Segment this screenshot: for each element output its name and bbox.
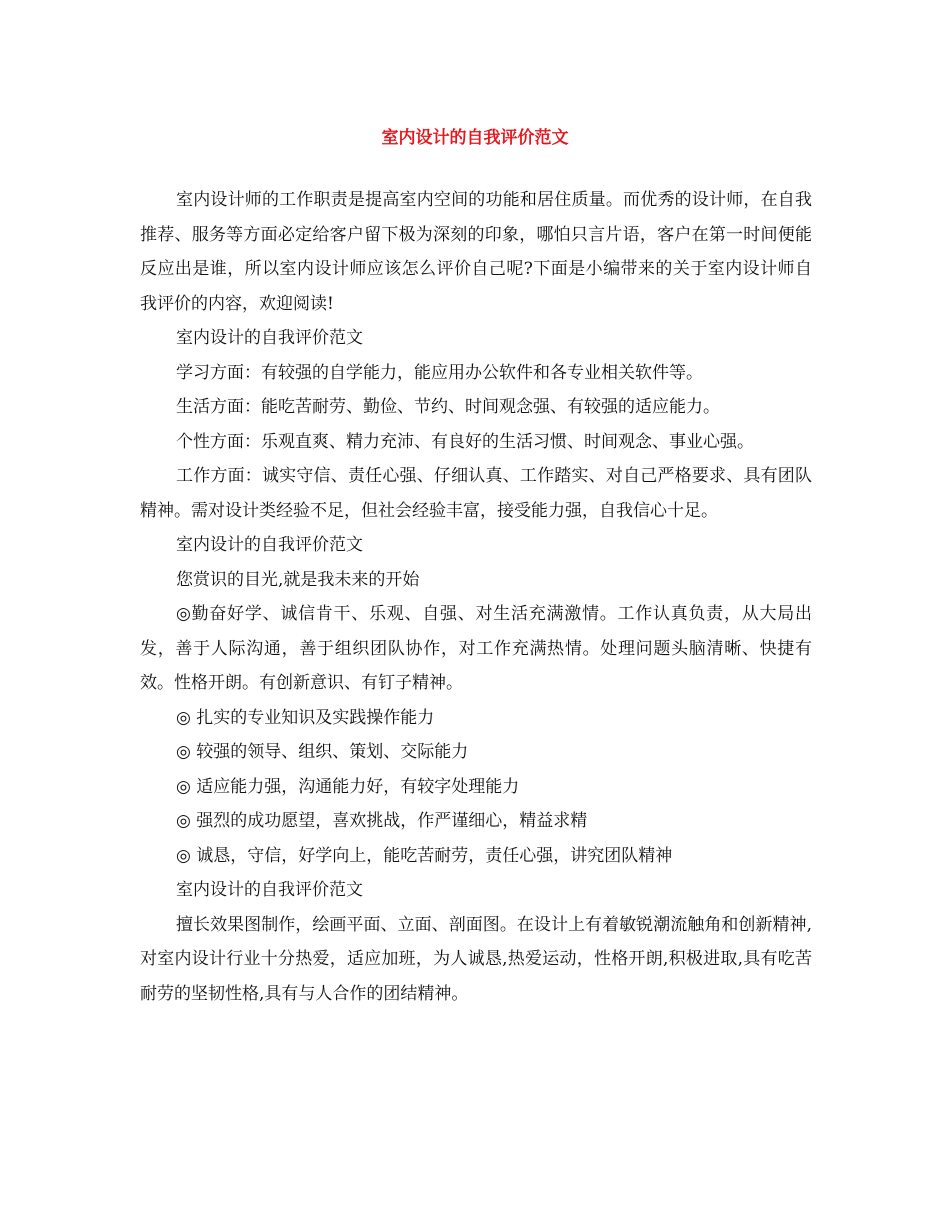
bullet-item: ◎ 适应能力强，沟通能力好，有较字处理能力 — [176, 776, 520, 797]
bullet-item: ◎ 较强的领导、组织、策划、交际能力 — [176, 742, 469, 762]
paragraph: 生活方面：能吃苦耐劳、勤俭、节约、时间观念强、有较强的适应能力。 — [176, 397, 720, 417]
bullet-item: ◎ 强烈的成功愿望，喜欢挑战，作严谨细心，精益求精 — [176, 811, 588, 831]
paragraph: 您赏识的目光,就是我未来的开始 — [176, 569, 420, 590]
bullet-item: ◎ 诚恳，守信，好学向上，能吃苦耐劳，责任心强，讲究团队精神 — [176, 845, 673, 866]
section-heading: 室内设计的自我评价范文 — [176, 535, 363, 555]
document-title: 室内设计的自我评价范文 — [381, 128, 569, 148]
paragraph-intro: 室内设计师的工作职责是提高室内空间的功能和居住质量。而优秀的设计师，在自我推荐、服务等方面必定给客户留下极为深刻的印象，哪怕只言片语，客户在第一时间便能反应出是谁，所以室内设计师应该怎么评价自己呢?下面是小编带来的关于室内设计师自我评价的内容，欢迎阅读! — [140, 190, 812, 314]
section-heading: 室内设计的自我评价范文 — [176, 328, 363, 348]
paragraph: 擅长效果图制作，绘画平面、立面、剖面图。在设计上有着敏锐潮流触角和创新精神, 对室内设计行业十分热爱，适应加班，为人诚恳,热爱运动，性格开朗,积极进取,具有吃苦耐劳的坚韧性格,具有与人合作的团结精神。 — [140, 914, 812, 1004]
section-heading: 室内设计的自我评价范文 — [176, 880, 363, 900]
paragraph: 个性方面：乐观直爽、精力充沛、有良好的生活习惯、时间观念、事业心强。 — [176, 431, 754, 452]
paragraph: 学习方面：有较强的自学能力，能应用办公软件和各专业相关软件等。 — [176, 362, 703, 383]
paragraph: 工作方面：诚实守信、责任心强、仔细认真、工作踏实、对自己严格要求、具有团队精神。需对设计类经验不足，但社会经验丰富，接受能力强，自我信心十足。 — [140, 466, 812, 521]
bullet-item: ◎ 扎实的专业知识及实践操作能力 — [176, 707, 435, 728]
document-body — [140, 183, 812, 1011]
paragraph: ◎勤奋好学、诚信肯干、乐观、自强、对生活充满激情。工作认真负责，从大局出发，善于人际沟通，善于组织团队协作，对工作充满热情。处理问题头脑清晰、快捷有效。性格开朗。有创新意识、有钉子精神。 — [140, 604, 812, 693]
